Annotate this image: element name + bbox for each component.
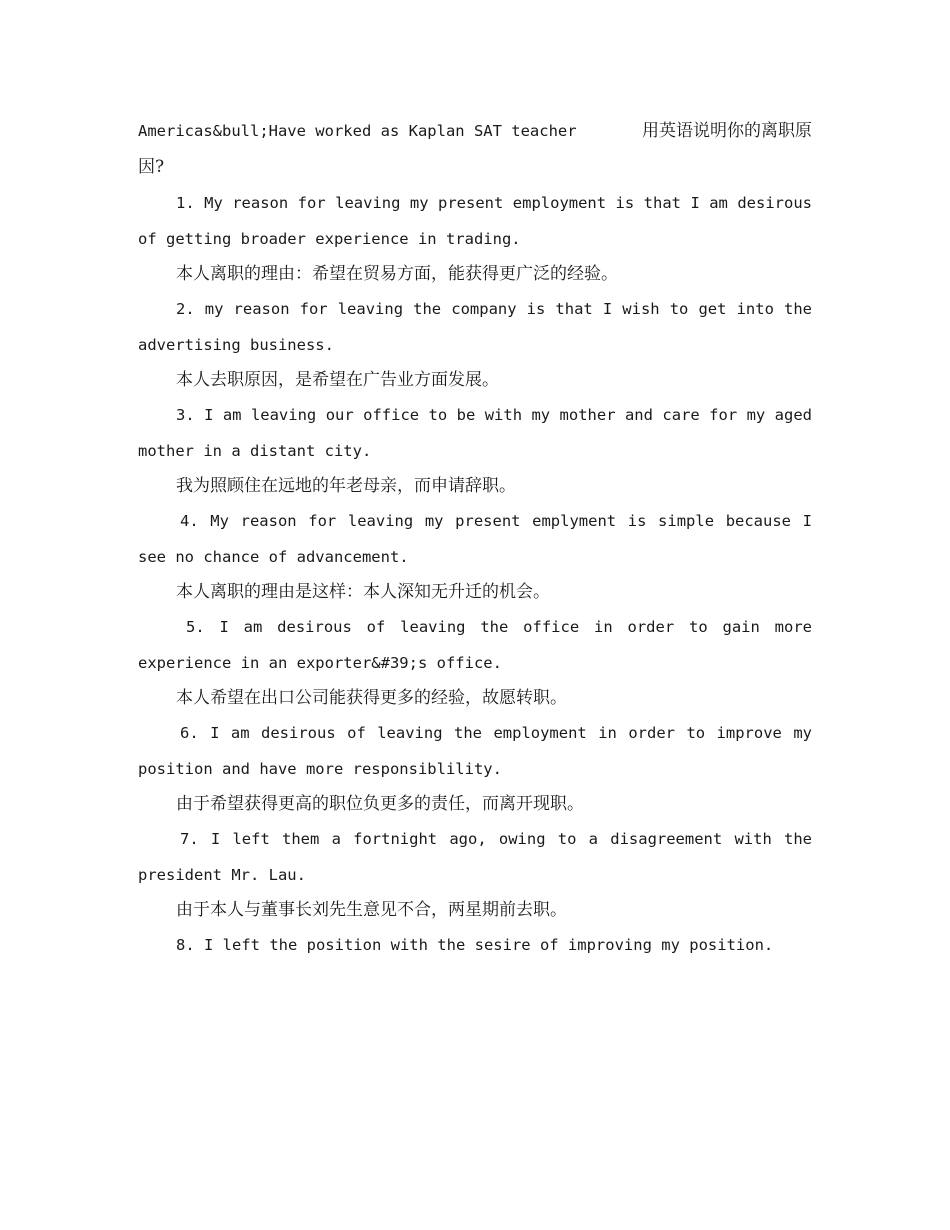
item-6-chinese: 由于希望获得更高的职位负更多的责任，而离开现职。 bbox=[176, 794, 584, 814]
item-6-english: 6. I am desirous of leaving the employment in order to improve my bbox=[180, 724, 812, 742]
item-2-english: 2. my reason for leaving the company is that I wish to get into the bbox=[176, 300, 812, 318]
document-body bbox=[138, 113, 812, 963]
item-5-english-continued: experience in an exporter&#39;s office. bbox=[138, 654, 502, 672]
item-4-english-continued: see no chance of advancement. bbox=[138, 548, 409, 566]
item-3-english-continued: mother in a distant city. bbox=[138, 442, 372, 460]
item-6-english-continued: position and have more responsiblility. bbox=[138, 760, 502, 778]
item-7-english: 7. I left them a fortnight ago, owing to a disagreement with the bbox=[180, 830, 812, 848]
item-1-english-continued: of getting broader experience in trading. bbox=[138, 230, 521, 248]
item-4-english: 4. My reason for leaving my present emplyment is simple because I bbox=[180, 512, 812, 530]
item-1-english: 1. My reason for leaving my present employment is that I am desirous bbox=[176, 194, 812, 212]
intro-chinese: 用英语说明你的离职原 bbox=[642, 121, 812, 141]
intro-line bbox=[138, 113, 812, 149]
item-5-chinese: 本人希望在出口公司能获得更多的经验，故愿转职。 bbox=[176, 688, 567, 708]
item-4-chinese: 本人离职的理由是这样：本人深知无升迁的机会。 bbox=[176, 582, 550, 602]
intro-english: Americas&bull;Have worked as Kaplan SAT teacher bbox=[138, 122, 577, 140]
item-2-english-continued: advertising business. bbox=[138, 336, 334, 354]
item-2-chinese: 本人去职原因，是希望在广告业方面发展。 bbox=[176, 370, 499, 390]
item-3-english: 3. I am leaving our office to be with my mother and care for my aged bbox=[176, 406, 812, 424]
item-7-chinese: 由于本人与董事长刘先生意见不合，两星期前去职。 bbox=[176, 900, 567, 920]
item-7-english-continued: president Mr. Lau. bbox=[138, 866, 306, 884]
item-3-chinese: 我为照顾住在远地的年老母亲，而申请辞职。 bbox=[176, 476, 516, 496]
item-1-chinese: 本人离职的理由：希望在贸易方面，能获得更广泛的经验。 bbox=[176, 264, 618, 284]
intro-chinese-continued: 因? bbox=[138, 157, 165, 177]
item-5-english: 5. I am desirous of leaving the office in order to gain more bbox=[186, 618, 812, 636]
item-8-english: 8. I left the position with the sesire of improving my position. bbox=[176, 936, 774, 954]
